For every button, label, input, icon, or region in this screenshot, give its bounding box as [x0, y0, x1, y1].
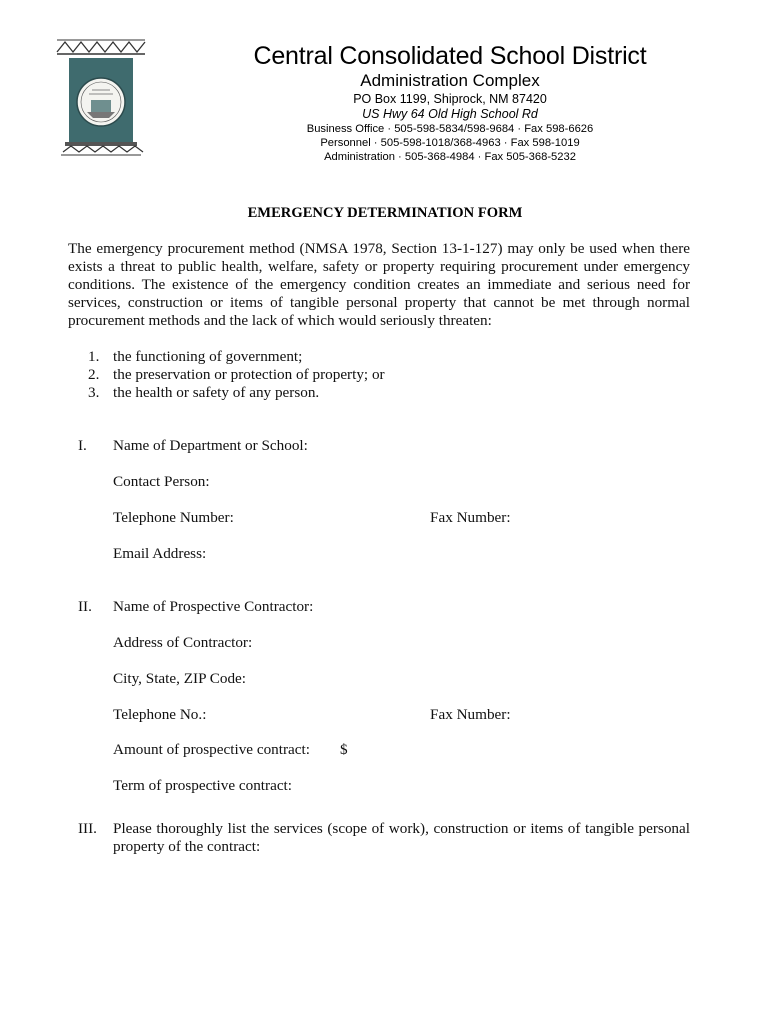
list-item-text: the preservation or protection of property; or — [113, 366, 385, 383]
list-item — [88, 384, 385, 402]
list-item-text: the functioning of government; — [113, 348, 303, 365]
district-name: Central Consolidated School District — [253, 42, 647, 70]
contract-amount-label: Amount of prospective contract: — [113, 741, 310, 758]
list-item-number: 3. — [88, 384, 100, 401]
personnel-contact: Personnel · 505-598-1018/368-4963 · Fax 598-1019 — [320, 137, 580, 149]
telephone-number-label: Telephone Number: — [113, 509, 234, 526]
street-address: US Hwy 64 Old High School Rd — [362, 107, 538, 121]
complex-name: Administration Complex — [360, 71, 540, 90]
threat-list — [88, 348, 385, 402]
email-address-label: Email Address: — [113, 545, 207, 562]
district-logo-emblem — [55, 38, 147, 158]
scope-of-work-prompt: Please thoroughly list the services (scope of work), construction or items of tangible personal property of the contract: — [113, 820, 690, 855]
mailing-address: PO Box 1199, Shiprock, NM 87420 — [353, 92, 547, 106]
city-state-zip-label: City, State, ZIP Code: — [113, 670, 247, 687]
list-item-text: the health or safety of any person. — [113, 384, 320, 401]
contractor-name-label: Name of Prospective Contractor: — [113, 598, 314, 615]
list-item — [88, 366, 385, 384]
business-office-contact: Business Office · 505-598-5834/598-9684 · Fax 598-6626 — [306, 123, 594, 135]
contractor-address-label: Address of Contractor: — [113, 634, 253, 651]
contractor-telephone-label: Telephone No.: — [113, 706, 207, 723]
fax-number-label: Fax Number: — [430, 509, 511, 526]
section-2-numeral: II. — [78, 598, 92, 615]
section-1-numeral: I. — [78, 437, 87, 454]
administration-contact: Administration · 505-368-4984 · Fax 505-368-5232 — [324, 151, 576, 163]
list-item-number: 2. — [88, 366, 100, 383]
contact-person-label: Contact Person: — [113, 473, 210, 490]
contract-term-label: Term of prospective contract: — [113, 777, 293, 794]
list-item-number: 1. — [88, 348, 100, 365]
section-3-numeral: III. — [78, 820, 97, 837]
contractor-fax-label: Fax Number: — [430, 706, 511, 723]
department-label: Name of Department or School: — [113, 437, 308, 454]
list-item — [88, 348, 385, 366]
intro-paragraph: The emergency procurement method (NMSA 1978, Section 13-1-127) may only be used when there exists a threat to public health, welfare, safety or property requiring procurement under emergency conditions. The existence of the emergency condition creates an immediate and serious need for services, construction or items of tangible personal property that cannot be met through normal procurement methods and the lack of which would seriously threaten: — [68, 240, 690, 329]
form-title: EMERGENCY DETERMINATION FORM — [247, 205, 523, 221]
dollar-sign: $ — [340, 741, 348, 758]
